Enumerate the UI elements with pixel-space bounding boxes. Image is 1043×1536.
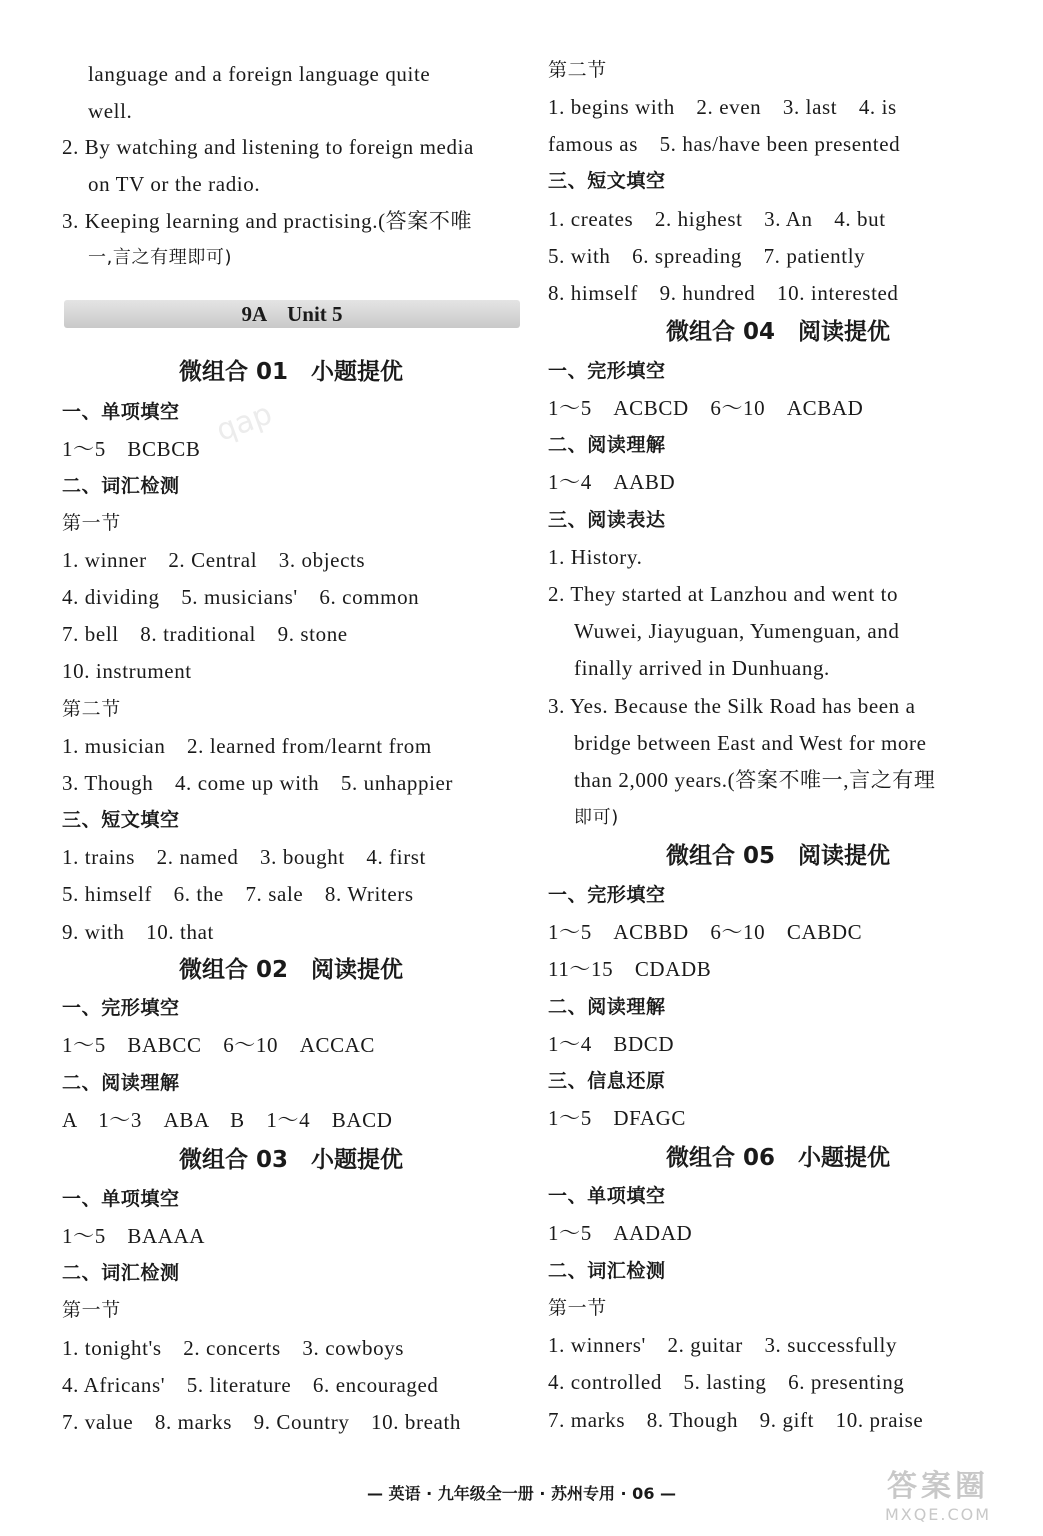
answer-line: 一,言之有理即可) — [88, 247, 233, 268]
section-heading: 一、单项填空 — [62, 401, 180, 423]
answer-line: than 2,000 years.(答案不唯一,言之有理 — [574, 768, 936, 792]
answer-line: 7. marks 8. Though 9. gift 10. praise — [548, 1408, 924, 1432]
answer-line: 1～5 BCBCB — [62, 437, 201, 461]
answer-line: 1. creates 2. highest 3. An 4. but — [548, 207, 886, 231]
answer-line: 7. value 8. marks 9. Country 10. breath — [62, 1410, 461, 1434]
answer-line: 1. trains 2. named 3. bought 4. first — [62, 845, 426, 869]
section-heading: 一、完形填空 — [548, 884, 666, 906]
watermark-logo-text: 答案圈 — [887, 1469, 989, 1504]
answer-line: 4. dividing 5. musicians' 6. common — [62, 585, 420, 609]
group-title-05: 微组合 05 阅读提优 — [665, 843, 890, 869]
answer-line: 5. himself 6. the 7. sale 8. Writers — [62, 882, 414, 906]
unit-name: Unit 5 — [287, 302, 343, 326]
section-heading: 三、短文填空 — [62, 809, 180, 831]
subsection-heading: 第二节 — [62, 698, 121, 720]
answer-line: 1～5 BAAAA — [62, 1224, 206, 1248]
answer-line: well. — [88, 99, 133, 123]
answer-line: 2. By watching and listening to foreign media — [62, 135, 474, 159]
section-heading: 一、单项填空 — [62, 1188, 180, 1210]
answer-line: 4. Africans' 5. literature 6. encouraged — [62, 1373, 439, 1397]
answer-line: 3. Though 4. come up with 5. unhappier — [62, 771, 454, 795]
answer-line: 5. with 6. spreading 7. patiently — [548, 244, 866, 268]
group-title-04: 微组合 04 阅读提优 — [665, 319, 890, 345]
page-footer: — 英语 · 九年级全一册 · 苏州专用 · 06 — — [366, 1484, 677, 1503]
answer-line: 1～4 AABD — [548, 470, 676, 494]
answer-line: 1. musician 2. learned from/learnt from — [62, 734, 432, 758]
answer-line: 1～5 ACBCD 6～10 ACBAD — [548, 396, 864, 420]
answer-line: 7. bell 8. traditional 9. stone — [62, 622, 348, 646]
section-heading: 二、阅读理解 — [548, 434, 666, 456]
faint-watermark: qap — [211, 396, 277, 449]
answer-line: 10. instrument — [62, 659, 192, 683]
answer-line: 11～15 CDADB — [548, 957, 712, 981]
answer-line: 9. with 10. that — [62, 920, 214, 944]
answer-line: 1. winners' 2. guitar 3. successfully — [548, 1333, 898, 1357]
answer-line: 3. Keeping learning and practising.(答案不唯 — [62, 209, 473, 233]
answer-line: 2. They started at Lanzhou and went to — [548, 582, 899, 606]
answer-line: language and a foreign language quite — [88, 62, 431, 86]
section-heading: 一、单项填空 — [548, 1185, 666, 1207]
section-heading: 二、词汇检测 — [62, 475, 180, 497]
answer-line: 即可) — [574, 807, 619, 828]
subsection-heading: 第一节 — [62, 512, 121, 534]
answer-line: Wuwei, Jiayuguan, Yumenguan, and — [574, 619, 900, 643]
answer-line: 8. himself 9. hundred 10. interested — [548, 281, 899, 305]
answer-line: 1～5 DFAGC — [548, 1106, 687, 1130]
answer-line: 1～5 AADAD — [548, 1221, 693, 1245]
answer-line: 1～5 BABCC 6～10 ACCAC — [62, 1033, 376, 1057]
answer-line: famous as 5. has/have been presented — [548, 132, 901, 156]
unit-header-bar — [64, 300, 520, 328]
section-heading: 一、完形填空 — [62, 997, 180, 1019]
unit-code: 9A — [241, 302, 268, 326]
answer-line: bridge between East and West for more — [574, 731, 927, 755]
group-title-02: 微组合 02 阅读提优 — [178, 957, 403, 983]
answer-line: A 1～3 ABA B 1～4 BACD — [62, 1108, 393, 1132]
site-watermark — [863, 1470, 1013, 1532]
answer-line: 3. Yes. Because the Silk Road has been a — [548, 694, 916, 718]
section-heading: 三、阅读表达 — [548, 509, 666, 531]
subsection-heading: 第一节 — [62, 1299, 121, 1321]
answer-line: 1. begins with 2. even 3. last 4. is — [548, 95, 897, 119]
section-heading: 二、阅读理解 — [548, 996, 666, 1018]
answer-line: 1～4 BDCD — [548, 1032, 675, 1056]
group-title-03: 微组合 03 小题提优 — [178, 1147, 403, 1173]
watermark-url: MXQE.COM — [884, 1505, 992, 1524]
answer-line: finally arrived in Dunhuang. — [574, 656, 830, 680]
section-heading: 二、阅读理解 — [62, 1072, 180, 1094]
section-heading: 三、信息还原 — [548, 1070, 666, 1092]
section-heading: 二、词汇检测 — [62, 1262, 180, 1284]
answer-line: 1. winner 2. Central 3. objects — [62, 548, 366, 572]
section-heading: 三、短文填空 — [548, 170, 666, 192]
answer-line: 1. History. — [548, 545, 643, 569]
answer-line: 4. controlled 5. lasting 6. presenting — [548, 1370, 905, 1394]
answer-line: 1. tonight's 2. concerts 3. cowboys — [62, 1336, 405, 1360]
subsection-heading: 第二节 — [548, 59, 607, 81]
section-heading: 二、词汇检测 — [548, 1260, 666, 1282]
group-title-06: 微组合 06 小题提优 — [665, 1145, 890, 1171]
group-title-01: 微组合 01 小题提优 — [178, 359, 403, 385]
section-heading: 一、完形填空 — [548, 360, 666, 382]
subsection-heading: 第一节 — [548, 1297, 607, 1319]
answer-line: on TV or the radio. — [88, 172, 261, 196]
answer-line: 1～5 ACBBD 6～10 CABDC — [548, 920, 863, 944]
